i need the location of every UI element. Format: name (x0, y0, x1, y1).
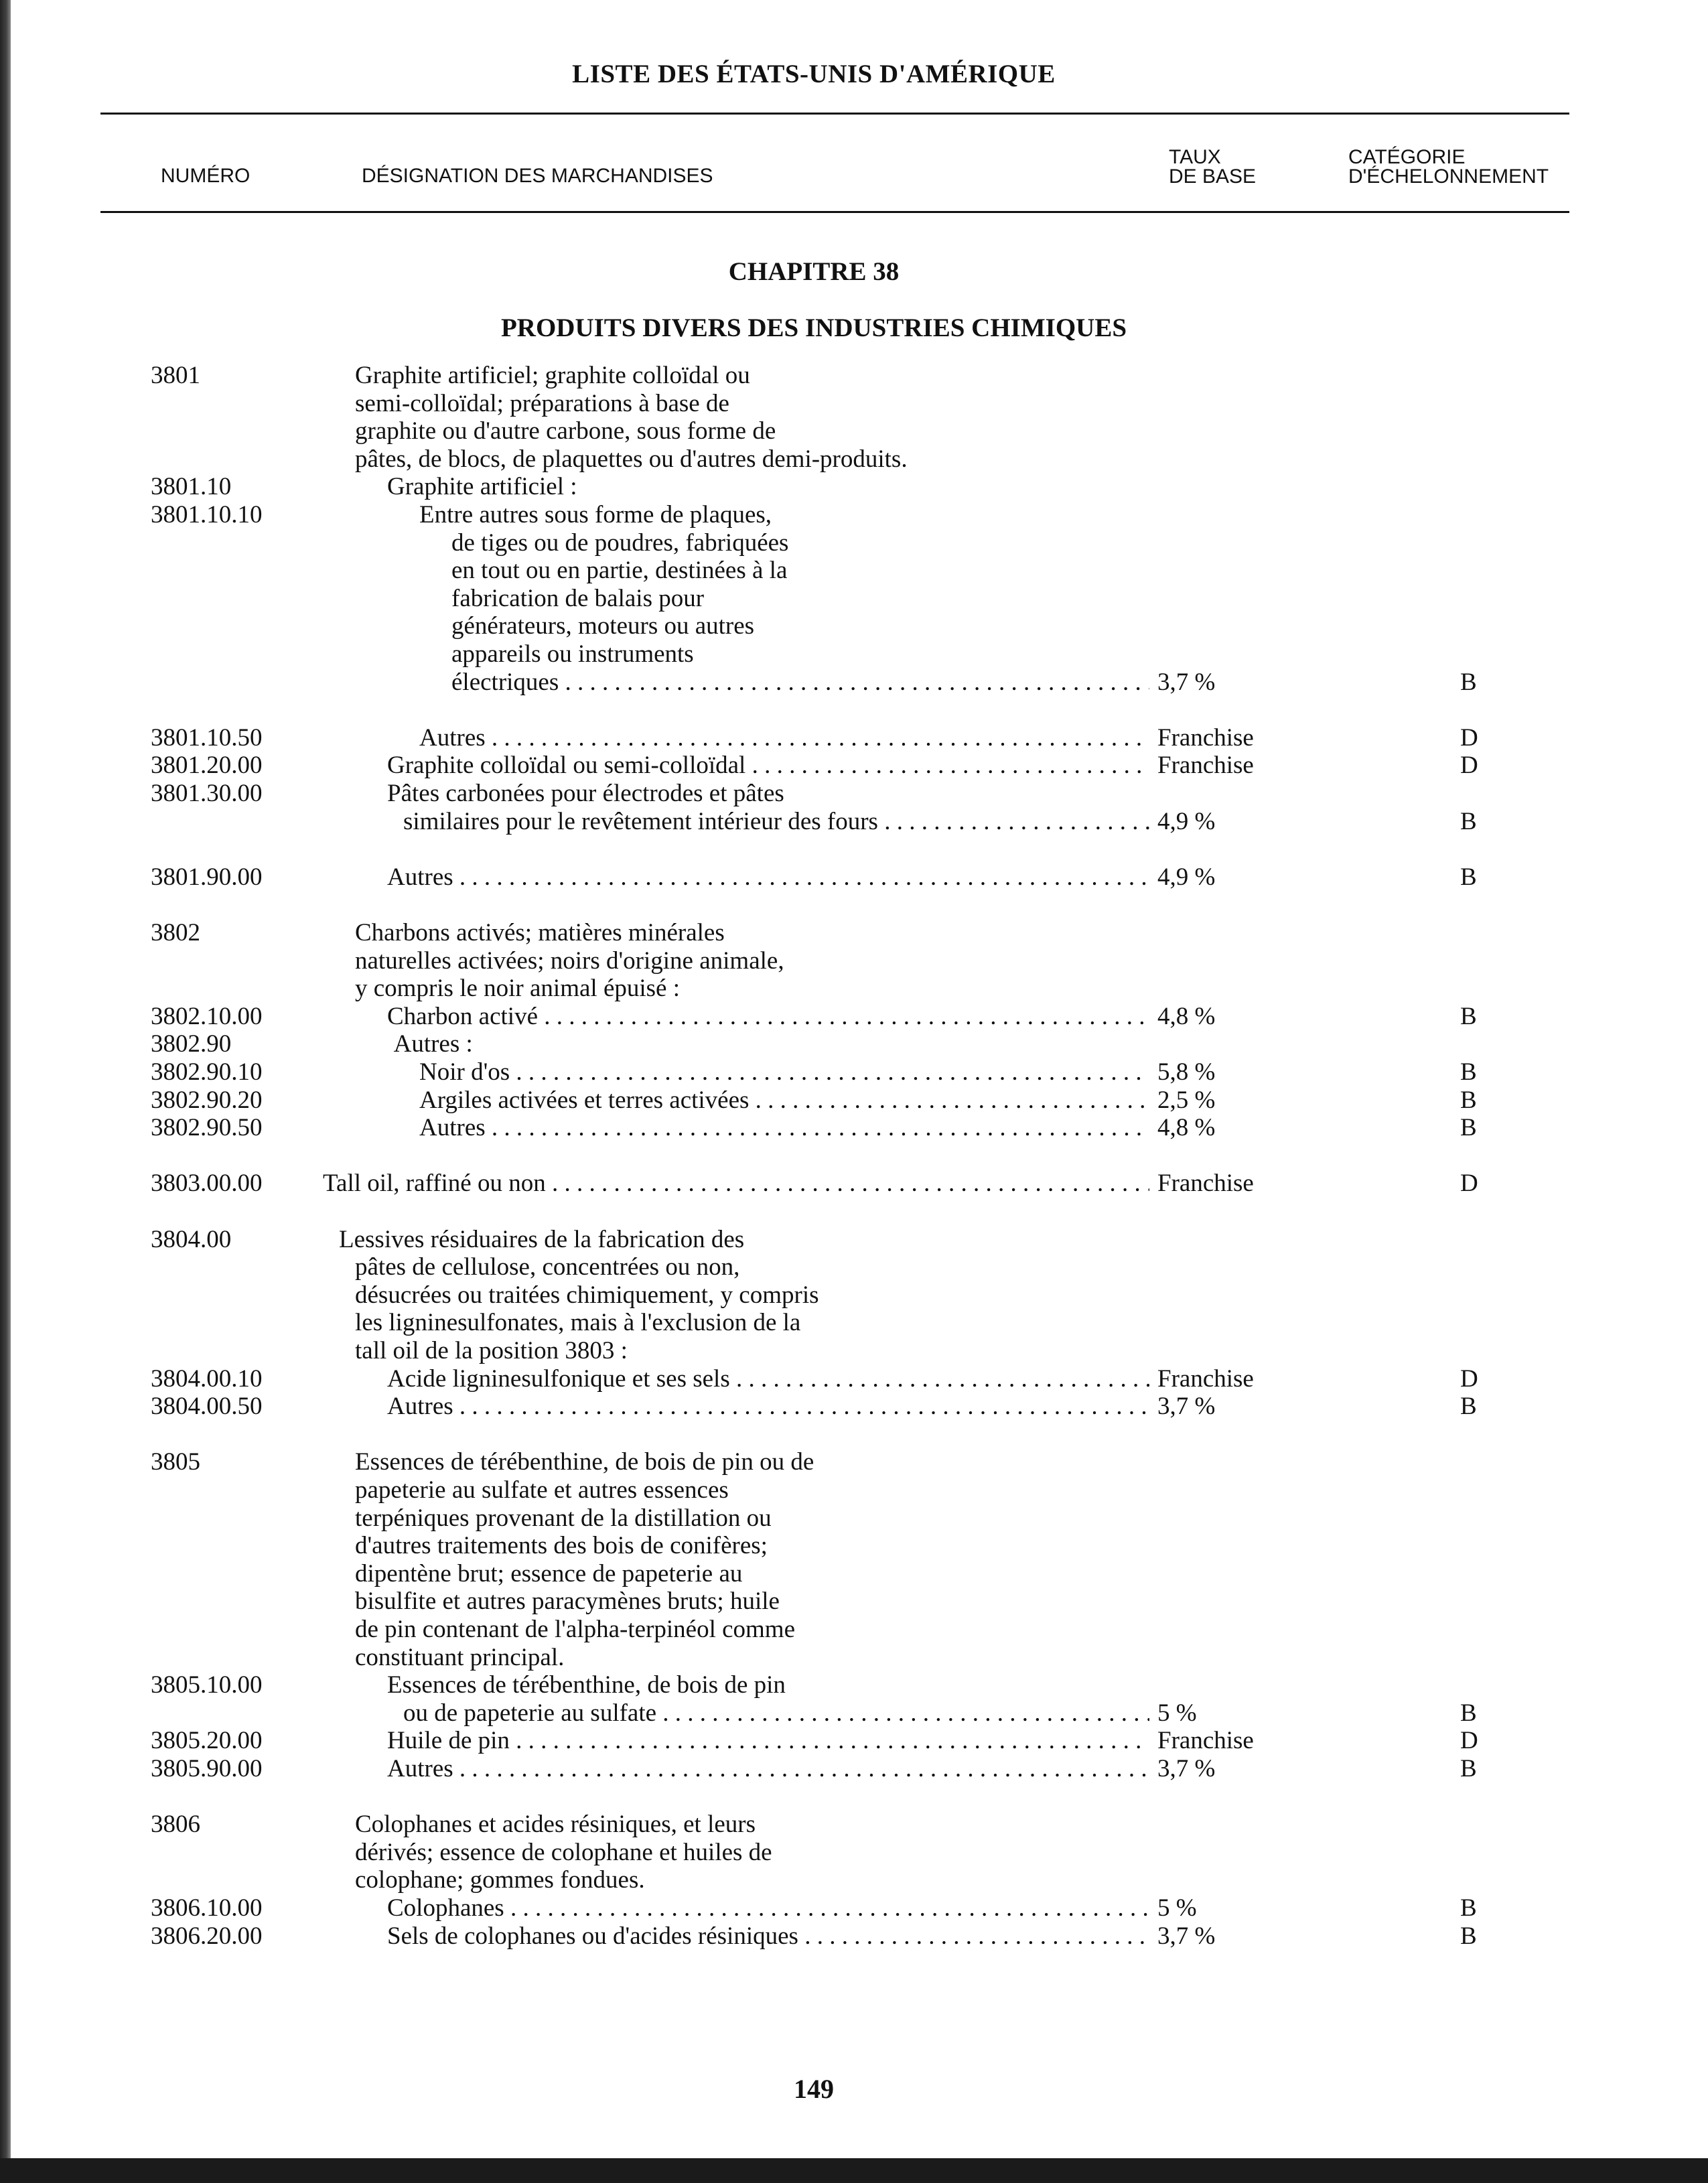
tariff-row (0, 1504, 1608, 1533)
tariff-row (0, 1560, 1608, 1588)
staging-category: B (1460, 1393, 1477, 1420)
goods-description: les ligninesulfonates, mais à l'exclusion de la (355, 1309, 801, 1336)
page-number: 149 (794, 2074, 834, 2104)
staging-category: B (1460, 1003, 1477, 1030)
staging-category: B (1460, 863, 1477, 891)
tariff-number: 3802.90.20 (151, 1086, 263, 1114)
tariff-row (0, 1030, 1608, 1058)
tariff-row (0, 1226, 1608, 1254)
tariff-row (0, 1448, 1608, 1476)
goods-description: Colophanes . . . (387, 1894, 1149, 1922)
goods-description: Autres . . . (387, 1393, 1149, 1421)
goods-description: Sels de colophanes ou d'acides résiniques . . . (387, 1922, 1149, 1951)
tariff-number: 3804.00 (151, 1226, 232, 1253)
goods-description: Essences de térébenthine, de bois de pin ou de (355, 1448, 814, 1476)
tariff-number: 3805 (151, 1448, 200, 1476)
tariff-number: 3806 (151, 1811, 200, 1838)
staging-category: B (1460, 668, 1477, 696)
chapter-heading: CHAPITRE 38 (728, 257, 900, 286)
goods-description: terpéniques provenant de la distillation ou (355, 1504, 772, 1532)
tariff-row (0, 557, 1608, 585)
tariff-row (0, 1309, 1608, 1337)
tariff-row (0, 1671, 1608, 1699)
tariff-row (0, 1839, 1608, 1867)
goods-description: dipentène brut; essence de papeterie au (355, 1560, 743, 1588)
tariff-row (0, 1114, 1608, 1142)
staging-category: B (1460, 1114, 1477, 1141)
tariff-row (0, 724, 1608, 752)
tariff-row (0, 1281, 1608, 1310)
tariff-number: 3801.90.00 (151, 863, 263, 891)
goods-description: Autres . . . (387, 1755, 1149, 1783)
tariff-row (0, 975, 1608, 1003)
goods-description: désucrées ou traitées chimiquement, y compris (355, 1281, 819, 1309)
goods-description: colophane; gommes fondues. (355, 1866, 645, 1894)
column-header-categorie: CATÉGORIE D'ÉCHELONNEMENT (1348, 146, 1549, 188)
column-header-designation: DÉSIGNATION DES MARCHANDISES (362, 165, 713, 187)
tariff-number: 3802.90.10 (151, 1058, 263, 1086)
tariff-row (0, 362, 1608, 390)
staging-category: B (1460, 808, 1477, 835)
tariff-row (0, 1365, 1608, 1393)
base-rate: 4,9 % (1157, 808, 1216, 835)
goods-description: fabrication de balais pour (451, 585, 705, 612)
tariff-row (0, 1588, 1608, 1616)
tariff-row (0, 1532, 1608, 1560)
tariff-row (0, 1253, 1608, 1281)
goods-description: Autres : (393, 1030, 473, 1058)
tariff-row (0, 529, 1608, 557)
goods-description: y compris le noir animal épuisé : (355, 975, 680, 1002)
base-rate: 2,5 % (1157, 1086, 1216, 1114)
tariff-row (0, 612, 1608, 640)
goods-description: semi-colloïdal; préparations à base de (355, 390, 729, 417)
tariff-number: 3805.10.00 (151, 1671, 263, 1699)
base-rate: 3,7 % (1157, 1393, 1216, 1420)
goods-description: naturelles activées; noirs d'origine animale, (355, 947, 784, 975)
goods-description: appareils ou instruments (451, 640, 694, 668)
goods-description: dérivés; essence de colophane et huiles de (355, 1839, 772, 1866)
goods-description: papeterie au sulfate et autres essences (355, 1476, 729, 1504)
goods-description: Lessives résiduaires de la fabrication des (339, 1226, 745, 1253)
tariff-row (0, 390, 1608, 418)
tariff-row (0, 1894, 1608, 1922)
goods-description: Huile de pin . . . (387, 1727, 1149, 1755)
tariff-row (0, 780, 1608, 808)
tariff-row (0, 1727, 1608, 1755)
tariff-row (0, 1393, 1608, 1421)
tariff-row (0, 585, 1608, 613)
tariff-number: 3805.20.00 (151, 1727, 263, 1754)
tariff-row (0, 445, 1608, 474)
staging-category: B (1460, 1755, 1477, 1782)
tariff-number: 3801.10.50 (151, 724, 263, 752)
goods-description: Argiles activées et terres activées . . . (419, 1086, 1149, 1115)
tariff-row (0, 1866, 1608, 1894)
goods-description: Tall oil, raffiné ou non . . . (323, 1170, 1149, 1198)
goods-description: ou de papeterie au sulfate . . . (403, 1699, 1149, 1728)
base-rate: 5 % (1157, 1699, 1197, 1727)
tariff-row (0, 947, 1608, 975)
tariff-number: 3806.10.00 (151, 1894, 263, 1922)
tariff-number: 3803.00.00 (151, 1170, 263, 1197)
goods-description: tall oil de la position 3803 : (355, 1337, 628, 1364)
tariff-row (0, 1337, 1608, 1365)
base-rate: 4,8 % (1157, 1003, 1216, 1030)
tariff-number: 3804.00.10 (151, 1365, 263, 1393)
goods-description: Graphite artificiel : (387, 473, 577, 500)
base-rate: 4,9 % (1157, 863, 1216, 891)
staging-category: D (1460, 1365, 1478, 1393)
base-rate: Franchise (1157, 724, 1254, 752)
tariff-row (0, 1699, 1608, 1728)
goods-description: Charbons activés; matières minérales (355, 919, 725, 946)
goods-description: Noir d'os . . . (419, 1058, 1149, 1086)
tariff-row (0, 1755, 1608, 1783)
header-bottom-rule (100, 211, 1569, 213)
goods-description: graphite ou d'autre carbone, sous forme de (355, 417, 776, 445)
tariff-number: 3804.00.50 (151, 1393, 263, 1420)
base-rate: Franchise (1157, 752, 1254, 779)
goods-description: pâtes de cellulose, concentrées ou non, (355, 1253, 740, 1281)
base-rate: 5 % (1157, 1894, 1197, 1922)
base-rate: 4,8 % (1157, 1114, 1216, 1141)
goods-description: Autres . . . (419, 724, 1149, 752)
goods-description: d'autres traitements des bois de conifères; (355, 1532, 768, 1559)
tariff-number: 3801.30.00 (151, 780, 263, 807)
goods-description: de pin contenant de l'alpha-terpinéol comme (355, 1616, 796, 1643)
goods-description: similaires pour le revêtement intérieur des fours . . . (403, 808, 1149, 836)
tariff-row (0, 1811, 1608, 1839)
staging-category: D (1460, 1727, 1478, 1754)
goods-description: Colophanes et acides résiniques, et leurs (355, 1811, 756, 1838)
staging-category: B (1460, 1922, 1477, 1950)
tariff-row (0, 752, 1608, 780)
tariff-number: 3801.10 (151, 473, 232, 500)
tariff-row (0, 1003, 1608, 1031)
staging-category: D (1460, 724, 1478, 752)
tariff-number: 3802.90.50 (151, 1114, 263, 1141)
tariff-number: 3802 (151, 919, 200, 946)
tariff-number: 3802.10.00 (151, 1003, 263, 1030)
tariff-number: 3801.20.00 (151, 752, 263, 779)
tariff-row (0, 501, 1608, 529)
goods-description: Acide ligninesulfonique et ses sels . . . (387, 1365, 1149, 1393)
goods-description: Autres . . . (387, 863, 1149, 892)
goods-description: pâtes, de blocs, de plaquettes ou d'autres demi-produits. (355, 445, 908, 473)
tariff-row (0, 1644, 1608, 1672)
goods-description: électriques . . . (451, 668, 1149, 697)
base-rate: 3,7 % (1157, 668, 1216, 696)
tariff-number: 3806.20.00 (151, 1922, 263, 1950)
goods-description: Entre autres sous forme de plaques, (419, 501, 772, 529)
page-bottom-edge (0, 2158, 1708, 2183)
tariff-row (0, 919, 1608, 947)
staging-category: B (1460, 1699, 1477, 1727)
tariff-row (0, 808, 1608, 836)
goods-description: en tout ou en partie, destinées à la (451, 557, 788, 584)
goods-description: Pâtes carbonées pour électrodes et pâtes (387, 780, 784, 807)
goods-description: Charbon activé . . . (387, 1003, 1149, 1031)
base-rate: 5,8 % (1157, 1058, 1216, 1086)
goods-description: Essences de térébenthine, de bois de pin (387, 1671, 786, 1699)
page-title: LISTE DES ÉTATS-UNIS D'AMÉRIQUE (572, 60, 1056, 88)
tariff-number: 3802.90 (151, 1030, 232, 1058)
chapter-subheading: PRODUITS DIVERS DES INDUSTRIES CHIMIQUES (500, 313, 1127, 342)
tariff-row (0, 863, 1608, 892)
tariff-number: 3805.90.00 (151, 1755, 263, 1782)
column-header-taux: TAUX DE BASE (1169, 146, 1257, 188)
staging-category: D (1460, 752, 1478, 779)
tariff-row (0, 1086, 1608, 1115)
goods-description: Autres . . . (419, 1114, 1149, 1142)
staging-category: B (1460, 1894, 1477, 1922)
base-rate: 3,7 % (1157, 1755, 1216, 1782)
base-rate: Franchise (1157, 1365, 1254, 1393)
tariff-number: 3801.10.10 (151, 501, 263, 529)
tariff-row (0, 1476, 1608, 1504)
staging-category: B (1460, 1058, 1477, 1086)
tariff-number: 3801 (151, 362, 200, 389)
tariff-row (0, 1058, 1608, 1086)
goods-description: générateurs, moteurs ou autres (451, 612, 755, 640)
staging-category: D (1460, 1170, 1478, 1197)
tariff-row (0, 417, 1608, 445)
tariff-row (0, 1170, 1608, 1198)
base-rate: 3,7 % (1157, 1922, 1216, 1950)
header-top-rule (100, 113, 1569, 115)
tariff-row (0, 1616, 1608, 1644)
goods-description: constituant principal. (355, 1644, 565, 1671)
goods-description: Graphite artificiel; graphite colloïdal ou (355, 362, 750, 389)
goods-description: Graphite colloïdal ou semi-colloïdal . . . (387, 752, 1149, 780)
base-rate: Franchise (1157, 1170, 1254, 1197)
column-header-numero: NUMÉRO (161, 165, 251, 187)
tariff-row (0, 668, 1608, 697)
tariff-row (0, 640, 1608, 668)
tariff-row (0, 1922, 1608, 1951)
goods-description: de tiges ou de poudres, fabriquées (451, 529, 789, 557)
base-rate: Franchise (1157, 1727, 1254, 1754)
tariff-row (0, 473, 1608, 501)
staging-category: B (1460, 1086, 1477, 1114)
goods-description: bisulfite et autres paracymènes bruts; huile (355, 1588, 780, 1615)
